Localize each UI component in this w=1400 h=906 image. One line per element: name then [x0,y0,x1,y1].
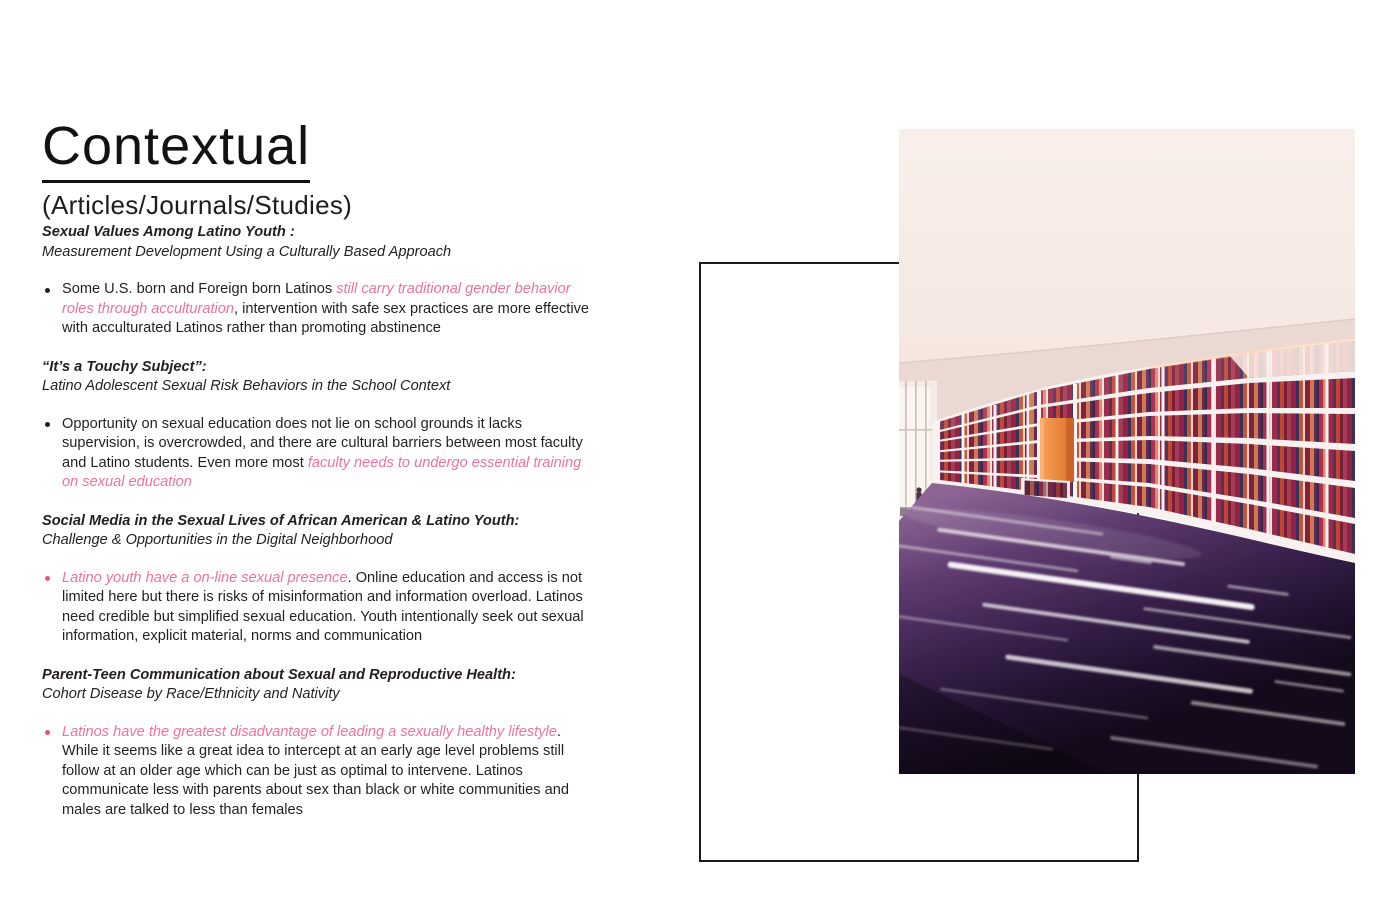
text-run: Opportunity on sexual education does not lie on school grounds it lacks supervision, is overcrowded, and there are cultural barriers between most faculty and Latino students. Even more most [62,415,583,471]
bullet-item [42,569,598,647]
bullet-dot [45,576,50,581]
highlighted-text-run: still carry traditional gender behavior roles through acculturation [62,281,571,317]
highlighted-text-run: Latinos have the greatest disadvantage of leading a sexually healthy lifestyle [62,723,557,740]
library-photo [899,129,1355,774]
bullet-text [62,724,569,818]
bullet-item [42,723,598,821]
bullet-text [62,281,589,336]
bullet-text [62,570,584,645]
bullet-dot [45,422,50,427]
text-run: Some U.S. born and Foreign born Latinos [62,281,337,297]
text-run: . While it seems like a great idea to intercept at an early age level problems still follow at an older age which can be just as optimal to intervene. Latinos communicate less with parents about sex than black or white communities and males are talked to less than females [62,723,569,818]
highlighted-text-run: Latino youth have a on-line sexual presence [62,569,348,586]
article-section [42,666,598,821]
article-list [42,223,598,839]
text-run: . Online education and access is not limited here but there is risks of misinformation and information overload. Latinos need credible but simplified sexual education. Youth intentionally seek out sexual information, explicit material, norms and communication [62,569,584,644]
article-section [42,358,598,493]
section-heading: Parent-Teen Communication about Sexual and Reproductive Health: [42,666,516,683]
text-run: , intervention with safe sex practices are more effective with acculturated Latinos rather than promoting abstinence [62,300,589,336]
section-subheading: Latino Adolescent Sexual Risk Behaviors in the School Context [42,378,451,394]
section-heading: Sexual Values Among Latino Youth : [42,224,295,240]
section-subheading: Cohort Disease by Race/Ethnicity and Nativity [42,686,340,702]
highlighted-text-run: faculty needs to undergo essential training on sexual education [62,454,582,490]
bullet-dot [45,288,50,293]
article-section [42,223,598,339]
bullet-text [62,416,583,491]
section-subheading: Measurement Development Using a Culturally Based Approach [42,243,452,260]
article-section [42,512,598,647]
section-subheading: Challenge & Opportunities in the Digital Neighborhood [42,532,393,548]
title-block [42,118,352,221]
bullet-dot [45,730,50,735]
bullet-item [42,415,598,493]
page-title: Contextual [42,118,310,183]
page-subtitle: (Articles/Journals/Studies) [42,189,353,220]
section-heading: Social Media in the Sexual Lives of African American & Latino Youth: [42,512,520,529]
section-heading: “It’s a Touchy Subject”: [42,358,207,375]
bullet-item [42,280,598,339]
